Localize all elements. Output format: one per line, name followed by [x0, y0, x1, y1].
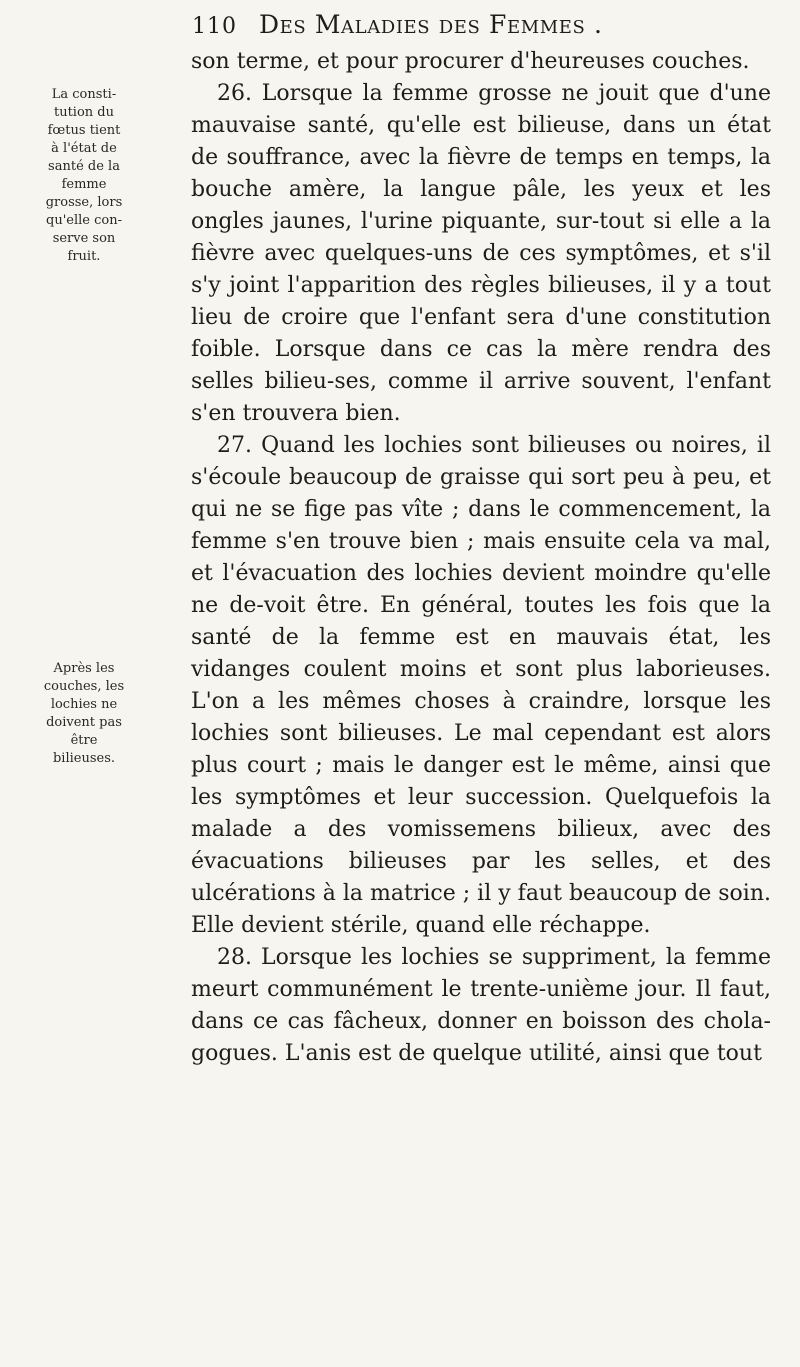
margin-note-lochies: Après les couches, les lochies ne doivent pas être bilieuses. — [43, 661, 125, 766]
page-header — [192, 10, 772, 39]
margin-note-constitution: La consti-tution du fœtus tient à l'état de santé de la femme grosse, lors qu'elle con-serve son fruit. — [45, 87, 123, 264]
paragraph-27: 27. Quand les lochies sont bilieuses ou noires, il s'écoule beaucoup de graisse qui sort peu à peu, et qui ne se fige pas vîte ; dans le commencement, la femme s'en trouve bien ; mais ensuite cela va mal, et l'évacuation des lochies devient moindre qu'elle ne de-voit être. En général, toutes les fois que la santé de la femme est en mauvais état, les vidanges coulent moins et sont plus laborieuses. L'on a les mêmes choses à craindre, lorsque les lochies sont bilieuses. Le mal cependant est alors plus court ; mais le danger est le même, ainsi que les symptômes et leur succession. Quelquefois la malade a des vomissemens bilieux, avec des évacuations bilieuses par les selles, et des ulcérations à la matrice ; il y faut beaucoup de soin. Elle devient stérile, quand elle réchappe. — [191, 433, 771, 938]
paragraph-28: 28. Lorsque les lochies se suppriment, la femme meurt communément le trente-unième jour. Il faut, dans ce cas fâcheux, donner en boisson des chola-gogues. L'anis est de quelque utilité, ainsi que tout — [191, 945, 771, 1066]
main-text — [191, 46, 771, 1070]
page-number: 110 — [192, 14, 237, 39]
paragraph-continuation: son terme, et pour procurer d'heureuses couches. — [191, 49, 750, 74]
paragraph-26: 26. Lorsque la femme grosse ne jouit que d'une mauvaise santé, qu'elle est bilieuse, dans un état de souffrance, avec la fièvre de temps en temps, la bouche amère, la langue pâle, les yeux et les ongles jaunes, l'urine piquante, sur-tout si elle a la fièvre avec quelques-uns de ces symptômes, et s'il s'y joint l'apparition des règles bilieuses, il y a tout lieu de croire que l'enfant sera d'une constitution foible. Lorsque dans ce cas la mère rendra des selles bilieu-ses, comme il arrive souvent, l'enfant s'en trouvera bien. — [191, 81, 771, 426]
running-title: Des Maladies des Femmes . — [259, 10, 603, 39]
